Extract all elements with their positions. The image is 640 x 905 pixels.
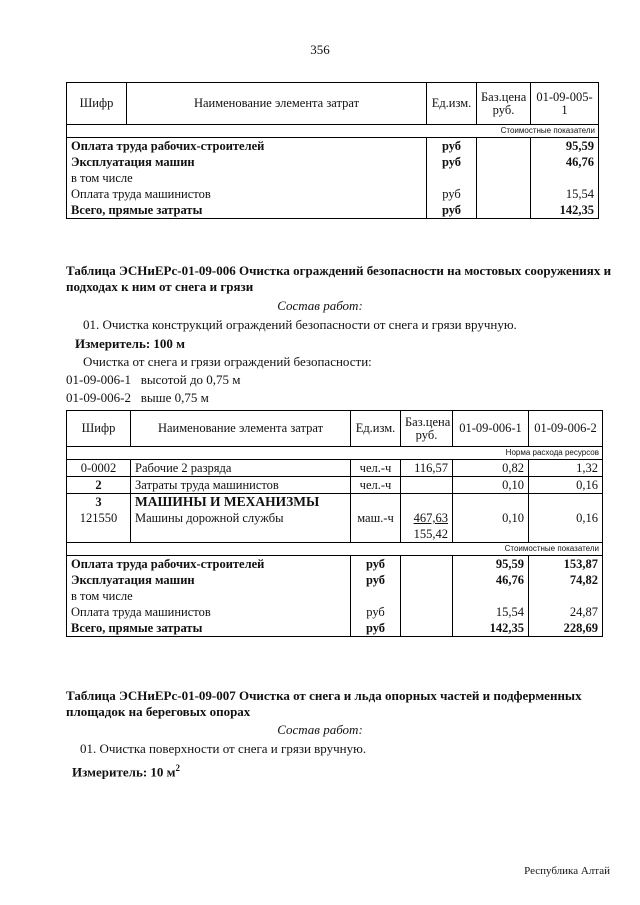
table-row: Всего, прямые затраты (67, 202, 427, 219)
value-cell: 142,35 (531, 202, 599, 219)
unit-cell: чел.-ч (351, 460, 401, 477)
value-cell: 46,76 (453, 572, 529, 588)
price-cell (401, 620, 453, 637)
code-line (66, 390, 209, 406)
table-row: Оплата труда рабочих-строителей (67, 138, 427, 155)
price-cell (401, 604, 453, 620)
header-unit: Ед.изм. (351, 411, 401, 447)
table-row: Оплата труда машинистов (67, 604, 351, 620)
value-cell: 142,35 (453, 620, 529, 637)
unit-cell (351, 494, 401, 543)
value-cell: 15,54 (531, 186, 599, 202)
code: 01-09-006-1 (66, 372, 131, 387)
meter-superscript: 2 (175, 763, 181, 773)
table-row: Эксплуатация машин (67, 154, 427, 170)
table-01-09-006 (66, 410, 603, 637)
unit-cell: чел.-ч (351, 477, 401, 494)
value-cell (453, 494, 529, 543)
machine-code: 121550 (79, 511, 118, 525)
value-cell: 0,10 (453, 477, 529, 494)
value-cell: 24,87 (529, 604, 603, 620)
value-cell: 153,87 (529, 556, 603, 573)
header-col: 01-09-006-2 (529, 411, 603, 447)
section-label: Норма расхода ресурсов (67, 447, 603, 460)
table-01-09-005 (66, 82, 599, 219)
section-label: Стоимостные показатели (67, 543, 603, 556)
meter: Измеритель: 100 м (75, 336, 186, 351)
code-text: выше 0,75 м (140, 390, 209, 405)
header-col: 01-09-005-1 (531, 83, 599, 125)
value-cell (529, 588, 603, 604)
value-cell (529, 494, 603, 543)
work-heading: Состав работ: (277, 298, 363, 313)
section-title: Таблица ЭСНиЕРс-01-09-007 Очистка от снега и льда опорных частей и подферменных площадок на береговых опорах (66, 688, 582, 719)
code-cell: 0-0002 (67, 460, 131, 477)
work-heading: Состав работ: (277, 722, 363, 737)
unit-cell: руб (351, 572, 401, 588)
unit-cell: руб (427, 202, 477, 219)
name-cell (131, 494, 351, 543)
value-cell: 15,54 (453, 604, 529, 620)
table-row: в том числе (67, 588, 351, 604)
machine-unit: маш.-ч (357, 511, 394, 525)
table-row: Оплата труда рабочих-строителей (67, 556, 351, 573)
meter-text: Измеритель: 10 м (72, 764, 176, 780)
price-cell (477, 138, 531, 155)
unit-cell: руб (427, 186, 477, 202)
code: 01-09-006-2 (66, 390, 131, 405)
price-cell (477, 186, 531, 202)
work-item: 01. Очистка поверхности от снега и грязи вручную. (80, 741, 367, 756)
price-cell: 116,57 (401, 460, 453, 477)
header-name: Наименование элемента затрат (127, 83, 427, 125)
header-code: Шифр (67, 83, 127, 125)
unit-cell (427, 170, 477, 186)
value-cell (531, 170, 599, 186)
name-cell: Затраты труда машинистов (131, 477, 351, 494)
code-text: высотой до 0,75 м (140, 372, 241, 387)
machine-name: Машины дорожной службы (135, 511, 284, 525)
table-row: в том числе (67, 170, 427, 186)
value-cell: 46,76 (531, 154, 599, 170)
machine-price-wages: 155,42 (413, 527, 448, 541)
header-price: Баз.цена руб. (401, 411, 453, 447)
unit-cell: руб (351, 620, 401, 637)
name-cell: Рабочие 2 разряда (131, 460, 351, 477)
value-cell: 95,59 (453, 556, 529, 573)
price-cell (477, 202, 531, 219)
work-description: Очистка от снега и грязи ограждений безопасности: (83, 354, 372, 369)
table-row: Оплата труда машинистов (67, 186, 427, 202)
table-row: Эксплуатация машин (67, 572, 351, 588)
code-cell: 2 (67, 477, 131, 494)
price-cell (401, 477, 453, 494)
table-row: Всего, прямые затраты (67, 620, 351, 637)
unit-cell: руб (351, 604, 401, 620)
value-cell: 95,59 (531, 138, 599, 155)
machine-value: 0,10 (502, 511, 524, 525)
header-unit: Ед.изм. (427, 83, 477, 125)
value-cell: 228,69 (529, 620, 603, 637)
unit-cell: руб (351, 556, 401, 573)
header-price: Баз.цена руб. (477, 83, 531, 125)
page-number: 356 (310, 42, 330, 57)
footer-region: Республика Алтай (524, 865, 610, 877)
section-label: Стоимостные показатели (67, 125, 599, 138)
section-title: Таблица ЭСНиЕРс-01-09-006 Очистка ограждений безопасности на мостовых сооружениях и подходах к ним от снега и грязи (66, 263, 612, 294)
price-cell (401, 572, 453, 588)
header-code: Шифр (67, 411, 131, 447)
value-cell: 0,82 (453, 460, 529, 477)
code-line (66, 372, 241, 388)
unit-cell: руб (427, 154, 477, 170)
value-cell: 1,32 (529, 460, 603, 477)
work-item: 01. Очистка конструкций ограждений безопасности от снега и грязи вручную. (83, 317, 517, 332)
meter (72, 760, 180, 780)
unit-cell: руб (427, 138, 477, 155)
unit-cell (351, 588, 401, 604)
machine-value: 0,16 (576, 511, 598, 525)
header-name: Наименование элемента затрат (131, 411, 351, 447)
code-cell (67, 494, 131, 543)
value-cell: 74,82 (529, 572, 603, 588)
price-cell (477, 170, 531, 186)
price-cell (401, 556, 453, 573)
value-cell: 0,16 (529, 477, 603, 494)
header-col: 01-09-006-1 (453, 411, 529, 447)
price-cell (477, 154, 531, 170)
group-code: 3 (95, 495, 102, 509)
machine-price: 467,63 (413, 511, 448, 525)
price-cell (401, 588, 453, 604)
group-name: МАШИНЫ И МЕХАНИЗМЫ (135, 494, 320, 509)
price-cell (401, 494, 453, 543)
value-cell (453, 588, 529, 604)
